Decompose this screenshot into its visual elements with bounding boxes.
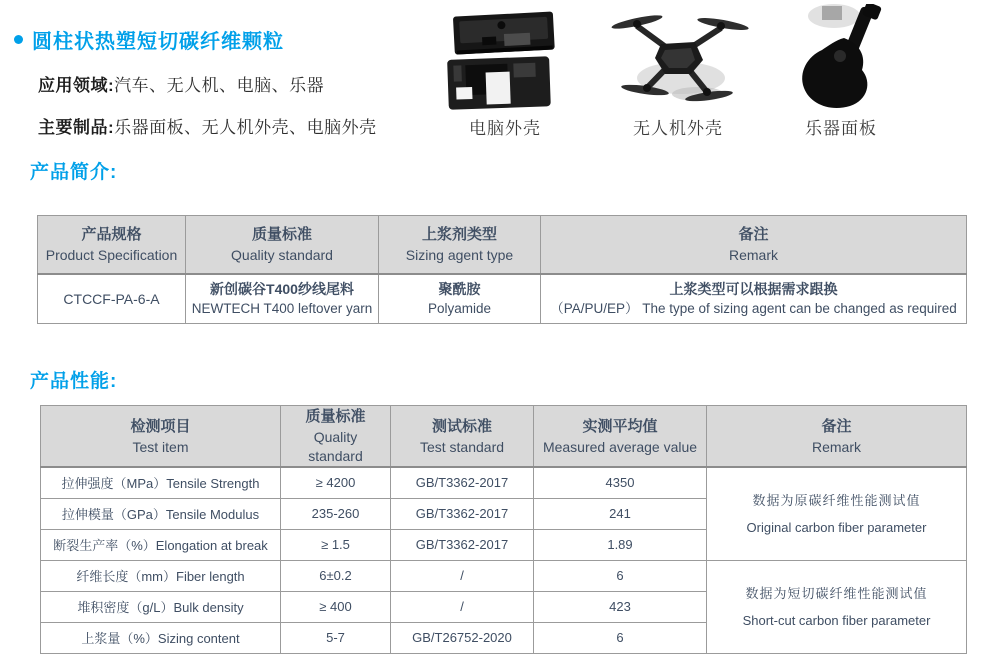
perf-cell-test: GB/T3362-2017 [391,498,534,529]
perf-cell-item: 拉伸强度（MPa）Tensile Strength [41,467,281,498]
spec-col-remark: 备注 Remark [541,216,967,274]
spec-cell-quality: 新创碳谷T400纱线尾料 NEWTECH T400 leftover yarn [186,274,379,324]
gallery-item-computer-shell [438,4,572,139]
perf-col-test-item: 检测项目 Test item [41,406,281,468]
gallery-item-drone-shell [603,4,753,139]
perf-cell-standard: ≥ 4200 [281,467,391,498]
perf-cell-standard: 5-7 [281,622,391,653]
spec-cell-remark: 上浆类型可以根据需求跟换 （PA/PU/EP） The type of sizing agent can be changed as required [541,274,967,324]
perf-cell-measured: 4350 [534,467,707,498]
main-products-line [38,113,377,138]
perf-col-quality-standard: 质量标准 Quality standard [281,406,391,468]
main-products-value: 乐器面板、无人机外壳、电脑外壳 [114,118,377,137]
gallery-caption-drone: 无人机外壳 [633,119,723,138]
perf-row-fiber-length [41,560,967,591]
gallery-caption-guitar: 乐器面板 [805,119,877,138]
perf-row-tensile-strength [41,467,967,498]
perf-cell-test: GB/T26752-2020 [391,622,534,653]
page-title-row [14,25,284,54]
perf-cell-measured: 241 [534,498,707,529]
product-performance-table [40,405,967,654]
perf-col-measured-average: 实测平均值 Measured average value [534,406,707,468]
perf-cell-item: 堆积密度（g/L）Bulk density [41,591,281,622]
perf-col-test-standard: 测试标准 Test standard [391,406,534,468]
product-spec-table [37,215,967,324]
drone-icon [603,4,753,112]
perf-cell-item: 断裂生产率（%）Elongation at break [41,529,281,560]
perf-cell-standard: 6±0.2 [281,560,391,591]
laptop-shell-image [438,4,572,112]
perf-cell-standard: ≥ 1.5 [281,529,391,560]
intro-section-heading: 产品简介: [30,162,118,183]
guitar-icon [782,4,900,112]
application-field-label: 应用领域: [38,76,115,95]
spec-col-quality-standard: 质量标准 Quality standard [186,216,379,274]
perf-cell-test: / [391,560,534,591]
perf-cell-test: / [391,591,534,622]
laptop-shell-icon [442,6,568,110]
perf-cell-measured: 6 [534,622,707,653]
perf-cell-measured: 423 [534,591,707,622]
page-title: 圆柱状热塑短切碳纤维颗粒 [32,31,284,53]
perf-cell-measured: 6 [534,560,707,591]
perf-cell-test: GB/T3362-2017 [391,467,534,498]
spec-col-sizing-agent-type: 上浆剂类型 Sizing agent type [379,216,541,274]
application-field-value: 汽车、无人机、电脑、乐器 [114,76,325,95]
perf-remark-original-fiber: 数据为原碳纤维性能测试值 Original carbon fiber parameter [707,467,967,560]
perf-cell-standard: ≥ 400 [281,591,391,622]
drone-shell-image [603,4,753,112]
perf-cell-item: 纤维长度（mm）Fiber length [41,560,281,591]
perf-cell-measured: 1.89 [534,529,707,560]
bullet-icon [14,35,23,44]
spec-cell-model: CTCCF-PA-6-A [38,274,186,324]
spec-col-product-specification: 产品规格 Product Specification [38,216,186,274]
spec-data-row [38,274,967,324]
main-products-label: 主要制品: [38,118,115,137]
performance-section-heading: 产品性能: [30,371,118,392]
perf-remark-shortcut-fiber: 数据为短切碳纤维性能测试值 Short-cut carbon fiber parameter [707,560,967,653]
spec-header-row [38,216,967,274]
perf-cell-test: GB/T3362-2017 [391,529,534,560]
gallery-item-guitar-panel [778,4,904,139]
perf-cell-standard: 235-260 [281,498,391,529]
gallery-caption-computer: 电脑外壳 [469,119,541,138]
guitar-panel-image [778,4,904,112]
perf-cell-item: 上浆量（%）Sizing content [41,622,281,653]
perf-col-remark: 备注 Remark [707,406,967,468]
application-field-line [38,71,324,96]
perf-cell-item: 拉伸模量（GPa）Tensile Modulus [41,498,281,529]
spec-cell-sizing: 聚酰胺 Polyamide [379,274,541,324]
perf-header-row [41,406,967,468]
